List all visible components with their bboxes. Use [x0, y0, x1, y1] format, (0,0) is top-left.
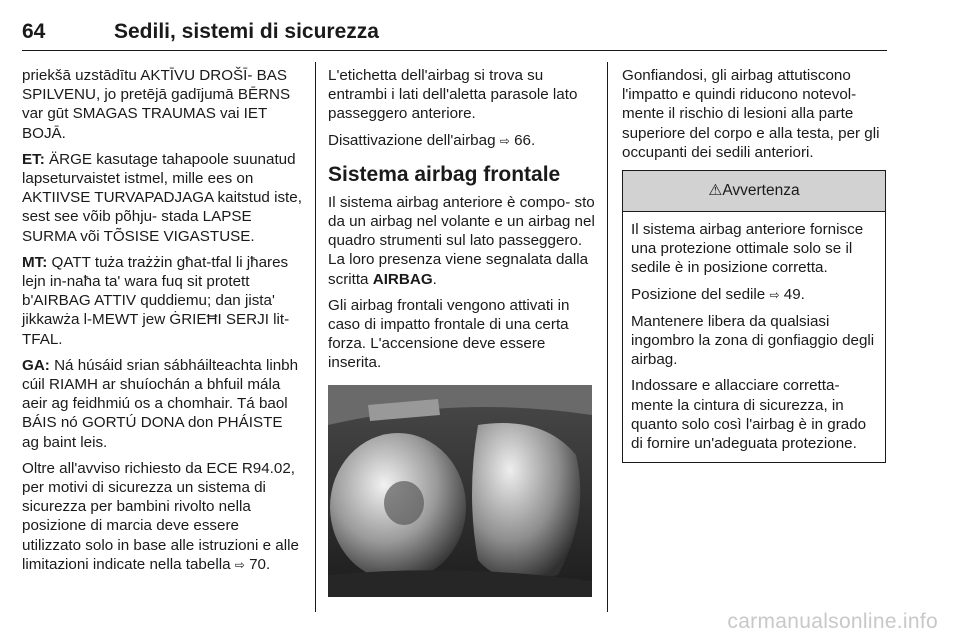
airbag-photo [328, 385, 592, 597]
paragraph-text: ÄRGE kasutage tahapoole suunatud lapseturvaistet istmel, mille ees on AKTIIVSE TURVAPADJAGA kaitstud iste, sest see võib põhju- stada LAPSE SURMA või TÕSISE VIGASTUSE. [22, 150, 302, 245]
paragraph-lv: priekšā uzstādītu AKTĪVU DROŠĪ- BAS SPILVENU, jo pretējā gadījumā BĒRNS var gūt SMAGAS TRAUMAS vai IET BOJĀ. [22, 67, 291, 142]
paragraph-ga [22, 356, 302, 452]
column-divider [607, 62, 608, 612]
watermark: carmanualsonline.info [727, 610, 938, 633]
warning-title: Avvertenza [722, 182, 800, 200]
chapter-title: Sedili, sistemi di sicurezza [114, 20, 379, 43]
paragraph-mt [22, 253, 302, 349]
page-ref-link[interactable]: 66. [514, 131, 536, 149]
paragraph-text: Il sistema airbag anteriore è compo- sto da un airbag nel volante e un airbag nel quadro strumenti sul lato passeggero. La loro presenza viene segnalata dalla scritta [328, 193, 595, 288]
warning-paragraph: Il sistema airbag anteriore fornisce una protezione ottimale solo se il sedile è in posizione corretta. [631, 221, 864, 277]
warning-triangle-icon: ⚠ [708, 182, 723, 200]
warning-body [623, 212, 885, 462]
page-ref-arrow-icon: ⇨ [769, 287, 780, 302]
paragraph-function: Gonfiandosi, gli airbag attutiscono l'impatto e quindi riducono notevol- mente il rischio di lesioni alla parte superiore del corpo e alla testa, per gli occupanti dei sedili anteriori. [622, 67, 880, 161]
airbag-marking: AIRBAG [372, 270, 433, 288]
lang-label-ga: GA: [22, 356, 50, 374]
paragraph-text: . [432, 270, 437, 288]
column-divider [315, 62, 316, 612]
page-number: 64 [22, 20, 46, 43]
page-header [22, 10, 887, 51]
warning-paragraph: Indossare e allacciare corretta- mente la cintura di sicurezza, in quanto solo così l'airbag è in grado di fornire un'adeguata protezione. [631, 377, 867, 453]
paragraph-text: Posizione del sedile [631, 285, 766, 303]
paragraph-label-location: L'etichetta dell'airbag si trova su entrambi i lati dell'aletta parasole lato passeggero anteriore. [328, 67, 578, 123]
paragraph-system [328, 193, 596, 289]
paragraph-text: Ná húsáid srian sábháilteachta linbh cúil RIAMH ar shuíochán a bhfuil mála aeir ag feidhmiú os a chomhair. Tá baol BÁIS nó GORTÚ DONA don PHÁISTE ag baint leis. [22, 356, 299, 451]
warning-paragraph [631, 285, 877, 305]
page-ref-link[interactable]: 49. [783, 285, 805, 303]
column-3 [622, 66, 887, 463]
lang-label-et: ET: [22, 150, 45, 168]
paragraph-deactivation [328, 131, 596, 151]
paragraph-ece [22, 459, 302, 575]
page-ref-arrow-icon: ⇨ [234, 557, 245, 572]
column-1 [22, 66, 302, 582]
page-ref-link[interactable]: 70. [249, 555, 271, 573]
paragraph-et [22, 150, 302, 246]
paragraph-activation: Gli airbag frontali vengono attivati in caso di impatto frontale di una certa forza. L'accensione deve essere inserita. [328, 296, 570, 372]
paragraph-text: QATT tuża trażżin għat-tfal li jħares lejn in-naħa ta' wara fuq sit protett b'AIRBAG ATTIV quddiemu; dan jista' jikkawża l-MEWT jew ĠRIEĦI SERJI lit-TFAL. [22, 253, 290, 348]
warning-box [622, 170, 886, 463]
column-2 [328, 66, 596, 597]
lang-label-mt: MT: [22, 253, 48, 271]
page-ref-arrow-icon: ⇨ [499, 133, 510, 148]
section-title: Sistema airbag frontale [328, 162, 561, 186]
warning-paragraph: Mantenere libera da qualsiasi ingombro la zona di gonfiaggio degli airbag. [631, 312, 875, 369]
warning-header [623, 171, 885, 212]
paragraph-text: Oltre all'avviso richiesto da ECE R94.02, per motivi di sicurezza un sistema di sicurezza per bambini rivolto nella posizione di marcia deve essere utilizzato solo in base alle istruzioni e alle limitazioni indicate nella tabella [22, 459, 299, 573]
paragraph-text: Disattivazione dell'airbag [328, 131, 496, 149]
